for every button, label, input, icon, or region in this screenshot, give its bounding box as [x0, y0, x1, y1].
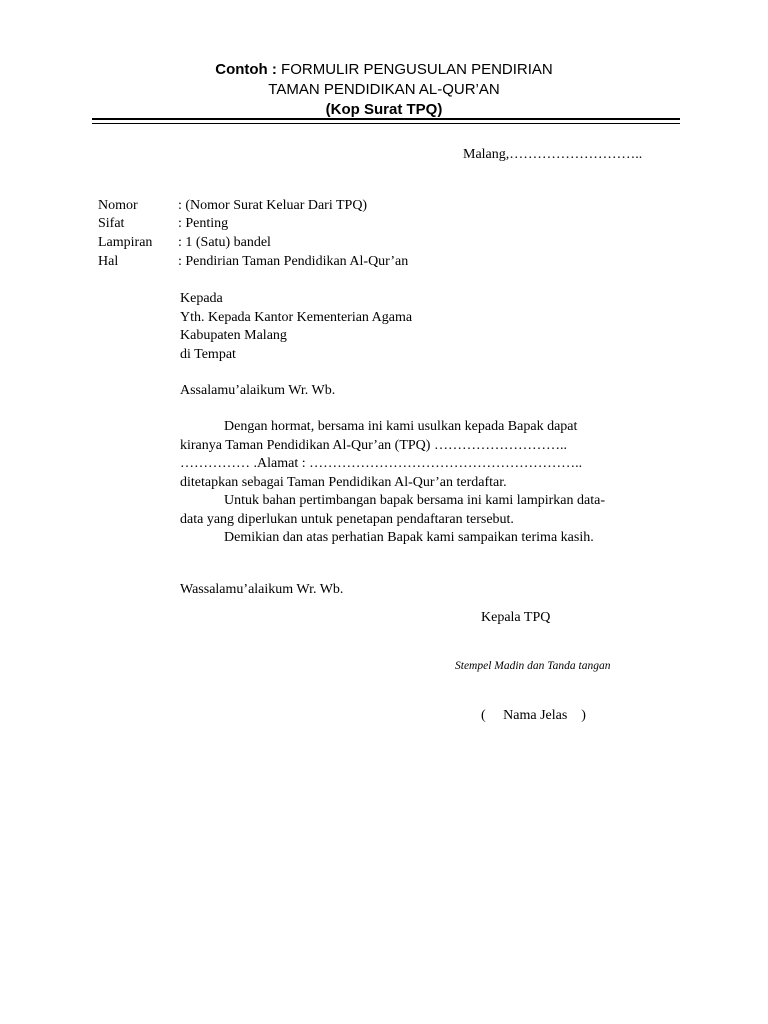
body-p3-line1: Demikian dan atas perhatian Bapak kami sampaikan terima kasih. — [224, 530, 594, 545]
meta-label-nomor: Nomor — [98, 198, 138, 213]
header-title-line2: TAMAN PENDIDIKAN AL-QUR’AN — [268, 81, 500, 98]
closing: Wassalamu’alaikum Wr. Wb. — [180, 582, 344, 597]
header-divider-thick — [92, 118, 680, 120]
contoh-label: Contoh : — [215, 61, 277, 78]
letter-header — [0, 60, 768, 120]
meta-value-hal: : Pendirian Taman Pendidikan Al-Qur’an — [178, 254, 409, 269]
body-p1-line2: kiranya Taman Pendidikan Al-Qur’an (TPQ) ……………………….. — [180, 437, 567, 453]
letter-body — [180, 418, 675, 548]
meta-label-hal: Hal — [98, 254, 119, 269]
body-p2-line2: data yang diperlukan untuk penetapan pendaftaran tersebut. — [180, 511, 514, 527]
meta-label-lampiran: Lampiran — [98, 235, 153, 250]
header-title-line1 — [0, 60, 768, 80]
meta-label-sifat: Sifat — [98, 216, 125, 231]
recipient-line3: Kabupaten Malang — [180, 328, 287, 343]
greeting: Assalamu’alaikum Wr. Wb. — [180, 383, 336, 398]
body-p1-line4: ditetapkan sebagai Taman Pendidikan Al-Qur’an terdaftar. — [180, 474, 507, 490]
stamp-note: Stempel Madin dan Tanda tangan — [455, 660, 611, 672]
meta-value-lampiran: : 1 (Satu) bandel — [178, 235, 271, 250]
body-p2-line1: Untuk bahan pertimbangan bapak bersama ini kami lampirkan data- — [224, 493, 605, 508]
header-divider-thin — [92, 123, 680, 124]
recipient-line1: Kepada — [180, 291, 223, 306]
place-date: Malang,……………………….. — [463, 147, 643, 162]
meta-value-sifat: : Penting — [178, 216, 229, 231]
signature-name: ( Nama Jelas ) — [481, 708, 586, 723]
form-title: FORMULIR PENGUSULAN PENDIRIAN — [281, 61, 553, 78]
recipient-line4: di Tempat — [180, 347, 236, 362]
signature-title: Kepala TPQ — [481, 610, 551, 625]
meta-value-nomor: : (Nomor Surat Keluar Dari TPQ) — [178, 198, 368, 213]
body-p1-line3: …………… .Alamat : ………………………………………………….. — [180, 456, 583, 471]
recipient-line2: Yth. Kepada Kantor Kementerian Agama — [180, 310, 413, 325]
body-p1-line1: Dengan hormat, bersama ini kami usulkan kepada Bapak dapat — [224, 419, 578, 434]
kop-surat-label: (Kop Surat TPQ) — [325, 101, 443, 118]
